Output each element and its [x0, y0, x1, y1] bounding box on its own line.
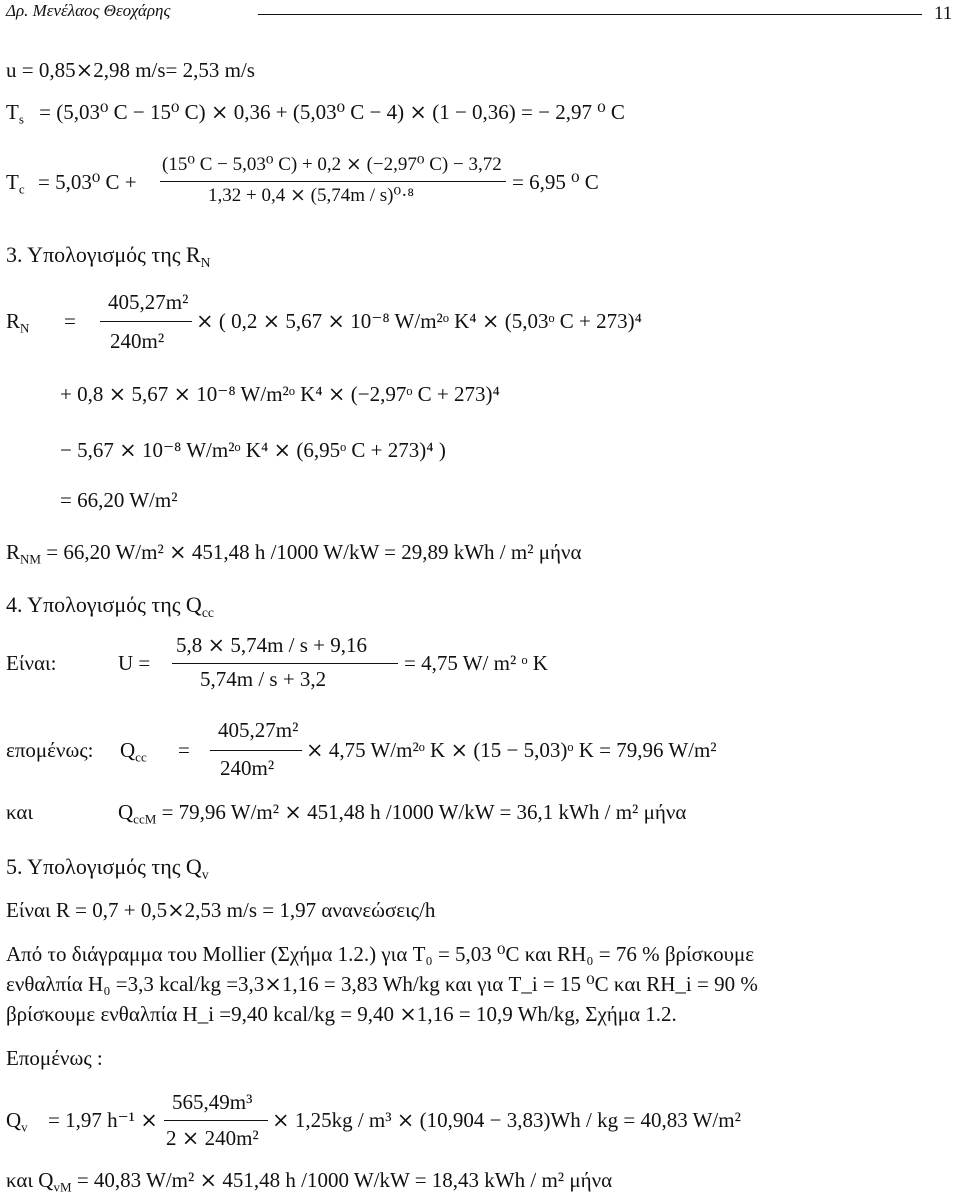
u-denominator: 5,74m / s + 3,2	[200, 667, 327, 691]
qvm-line	[6, 1168, 613, 1195]
section4-title-sub: cc	[201, 604, 214, 620]
header-rule	[258, 14, 922, 15]
qv-letter: Q	[6, 1108, 22, 1132]
rn-equals: =	[64, 309, 76, 333]
qcc-equals: =	[178, 738, 190, 762]
section3-title-sub: N	[200, 254, 211, 270]
tc-denominator: 1,32 + 0,4 ⨯ (5,74m / s)⁰·⁸	[208, 185, 415, 206]
rn-term-1: ⨯ ( 0,2 ⨯ 5,67 ⨯ 10⁻⁸ W/m²ᵒ K⁴ ⨯ (5,03ᵒ C + 273)⁴	[196, 309, 642, 333]
tc-fraction-bar	[160, 181, 506, 182]
qvm-rest: = 40,83 W/m² ⨯ 451,48 h /1000 W/kW = 18,43 kWh / m² μήνα	[71, 1168, 613, 1192]
qv-numerator: 565,49m³	[172, 1090, 253, 1114]
rn-numerator: 405,27m²	[108, 290, 189, 314]
qcc-subscript: cc	[135, 749, 147, 765]
paragraph-line-1: Από το διάγραμμα του Mollier (Σχήμα 1.2.) για T₀ = 5,03 ⁰C και RH₀ = 76 % βρίσκουμε	[6, 942, 755, 966]
qvm-subscript: vM	[53, 1179, 72, 1195]
r-line: Είναι R = 0,7 + 0,5⨯2,53 m/s = 1,97 ανανεώσεις/h	[6, 898, 436, 922]
qccm-rest: = 79,96 W/m² ⨯ 451,48 h /1000 W/kW = 36,1 kWh / m² μήνα	[156, 800, 687, 824]
qv-denominator: 2 ⨯ 240m²	[166, 1126, 259, 1150]
section3-title-text: 3. Υπολογισμός της R	[6, 242, 201, 267]
u-fraction-bar	[172, 663, 398, 664]
page-number: 11	[934, 3, 953, 24]
rn-fraction-bar	[100, 321, 192, 322]
qcc-denominator: 240m²	[220, 756, 275, 780]
rn-subscript: N	[20, 320, 30, 336]
qcc-letter: Q	[120, 738, 136, 762]
qccm-letter: Q	[118, 800, 134, 824]
ts-symbol: T	[6, 100, 19, 124]
tc-subscript: c	[18, 181, 25, 197]
ts-subscript: s	[18, 111, 24, 127]
section5-title	[6, 854, 209, 882]
section5-title-text: 5. Υπολογισμός της Q	[6, 854, 202, 879]
paragraph-line-3: βρίσκουμε ενθαλπία H_i =9,40 kcal/kg = 9,40 ⨯1,16 = 10,9 Wh/kg, Σχήμα 1.2.	[6, 1002, 677, 1026]
einai-label: Είναι:	[6, 651, 57, 675]
qv-fraction-bar	[164, 1120, 268, 1121]
qv-symbol	[6, 1108, 28, 1135]
section4-title-text: 4. Υπολογισμός της Q	[6, 592, 202, 617]
qv-prefix: = 1,97 h⁻¹ ⨯	[48, 1108, 158, 1132]
qcc-symbol	[120, 738, 147, 765]
paragraph-line-2: ενθαλπία H₀ =3,3 kcal/kg =3,3⨯1,16 = 3,83 Wh/kg και για T_i = 15 ⁰C και RH_i = 90 %	[6, 972, 758, 996]
section5-title-sub: v	[201, 866, 209, 882]
qcc-fraction-bar	[210, 750, 302, 751]
epomenos-5: Επομένως :	[6, 1046, 103, 1070]
tc-prefix: = 5,03⁰ C +	[38, 170, 137, 194]
u-lhs: U =	[118, 651, 151, 675]
header-author: Δρ. Μενέλαος Θεοχάρης	[6, 1, 171, 20]
qccm-subscript: ccM	[133, 811, 157, 827]
ts-equation	[6, 100, 625, 127]
qcc-numerator: 405,27m²	[218, 718, 299, 742]
epomenos-label: επομένως:	[6, 738, 94, 762]
tc-symbol	[6, 170, 25, 197]
u-result: = 4,75 W/ m² ᵒ K	[404, 651, 548, 675]
section3-title	[6, 242, 211, 270]
rnm-letter: R	[6, 540, 21, 564]
rn-result: = 66,20 W/m²	[60, 488, 178, 512]
rn-symbol	[6, 309, 30, 336]
u-equation: u = 0,85⨯2,98 m/s= 2,53 m/s	[6, 58, 255, 82]
rn-term-2: + 0,8 ⨯ 5,67 ⨯ 10⁻⁸ W/m²ᵒ K⁴ ⨯ (−2,97ᵒ C + 273)⁴	[60, 382, 500, 406]
qv-rest: ⨯ 1,25kg / m³ ⨯ (10,904 − 3,83)Wh / kg = 40,83 W/m²	[272, 1108, 741, 1132]
tc-result: = 6,95 ⁰ C	[512, 170, 599, 194]
kai-label: και	[6, 800, 34, 824]
u-numerator: 5,8 ⨯ 5,74m / s + 9,16	[176, 633, 368, 657]
qccm-line	[118, 800, 687, 827]
rnm-rest: = 66,20 W/m² ⨯ 451,48 h /1000 W/kW = 29,89 kWh / m² μήνα	[41, 540, 582, 564]
section4-title	[6, 592, 214, 620]
qcc-rest: ⨯ 4,75 W/m²ᵒ K ⨯ (15 − 5,03)ᵒ K = 79,96 W/m²	[306, 738, 717, 762]
rn-term-3: − 5,67 ⨯ 10⁻⁸ W/m²ᵒ K⁴ ⨯ (6,95ᵒ C + 273)⁴ )	[60, 438, 446, 462]
ts-rhs: = (5,03⁰ C − 15⁰ C) ⨯ 0,36 + (5,03⁰ C − 4) ⨯ (1 − 0,36) = − 2,97 ⁰ C	[39, 100, 625, 124]
rn-letter: R	[6, 309, 21, 333]
rnm-line	[6, 540, 582, 567]
rn-denominator: 240m²	[110, 329, 165, 353]
tc-numerator: (15⁰ C − 5,03⁰ C) + 0,2 ⨯ (−2,97⁰ C) − 3,72	[162, 154, 502, 175]
qvm-letter: και Q	[6, 1168, 54, 1192]
rnm-subscript: NM	[20, 551, 41, 567]
tc-letter: T	[6, 170, 19, 194]
qv-subscript: v	[21, 1119, 28, 1135]
